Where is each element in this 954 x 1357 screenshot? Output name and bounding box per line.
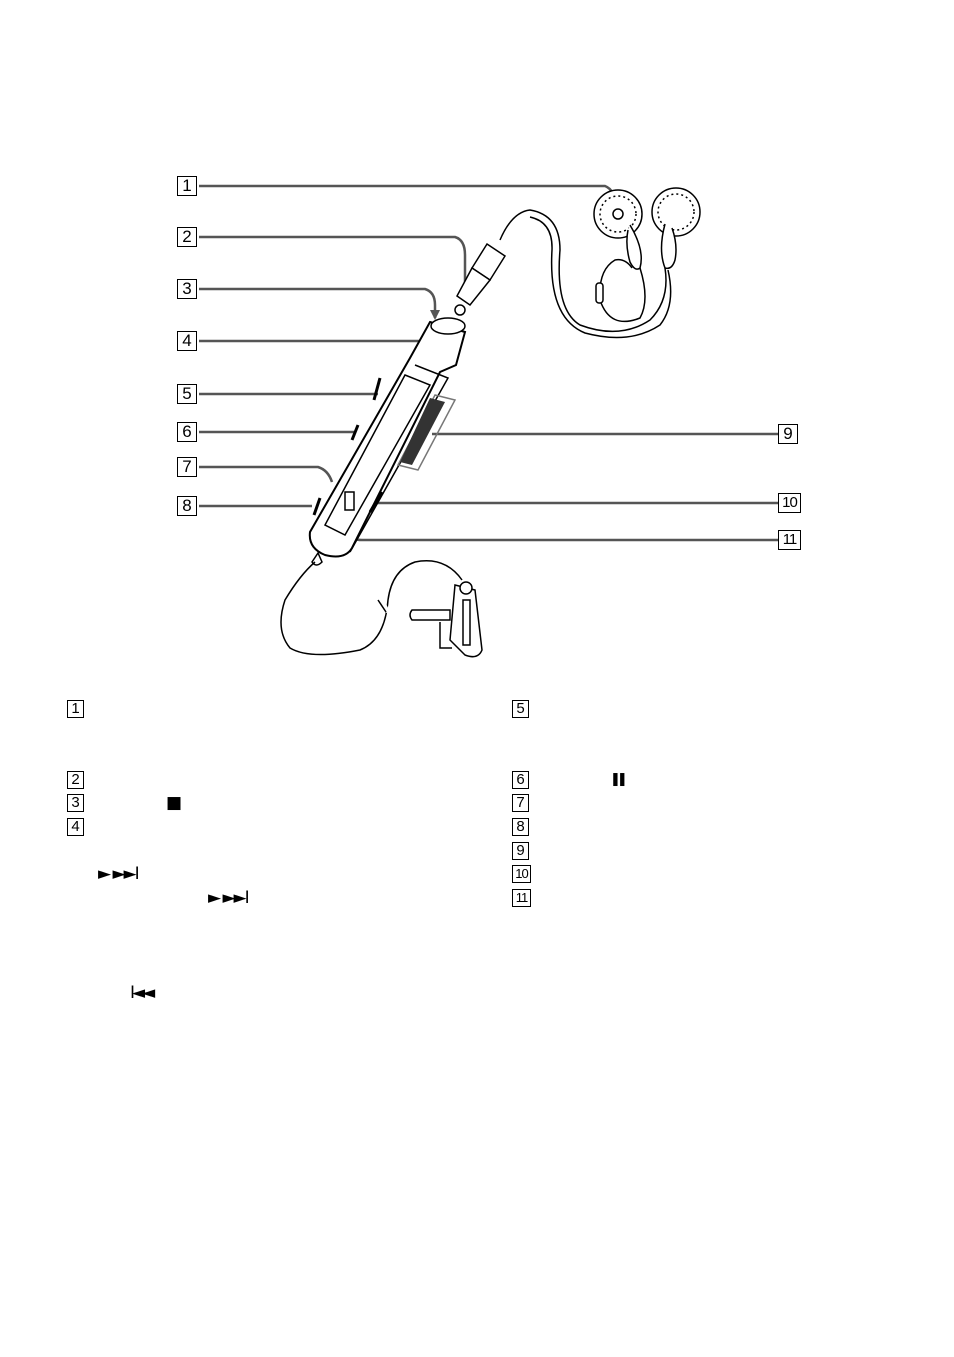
stop-icon: ■ [166, 793, 183, 813]
pause-icon: ❚❚ [610, 772, 624, 787]
callout-1: 1 [177, 176, 197, 196]
leader-line-11 [350, 500, 778, 540]
legend-left-3: 3 [67, 794, 84, 812]
legend-right-8: 8 [512, 818, 529, 836]
callout-6: 6 [177, 422, 197, 442]
callout-8: 8 [177, 496, 197, 516]
play-next-icon-2: ► ►►I [208, 888, 248, 908]
legend-right-11: 11 [512, 889, 531, 907]
leader-line-7 [199, 467, 332, 482]
leader-line-2 [199, 237, 465, 285]
callout-4: 4 [177, 331, 197, 351]
callout-2: 2 [177, 227, 197, 247]
legend-right-9: 9 [512, 842, 529, 860]
leader-line-1 [199, 186, 615, 205]
callout-3: 3 [177, 279, 197, 299]
legend-right-7: 7 [512, 794, 529, 812]
leader-line-3 [199, 289, 435, 318]
remote-body [310, 318, 465, 565]
callout-11: 11 [778, 530, 801, 550]
legend-left-2: 2 [67, 771, 84, 789]
previous-icon: I◄◄ [130, 983, 153, 1003]
play-next-icon: ► ►►I [98, 864, 138, 884]
callout-7: 7 [177, 457, 197, 477]
callout-9: 9 [778, 424, 798, 444]
legend-right-6: 6 [512, 771, 529, 789]
legend-right-10: 10 [512, 865, 531, 883]
legend-left-4: 4 [67, 818, 84, 836]
l-plug [410, 582, 482, 657]
callout-10: 10 [778, 493, 801, 513]
legend-left-1: 1 [67, 700, 84, 718]
earphones [594, 188, 700, 269]
callout-5: 5 [177, 384, 197, 404]
legend-right-5: 5 [512, 700, 529, 718]
